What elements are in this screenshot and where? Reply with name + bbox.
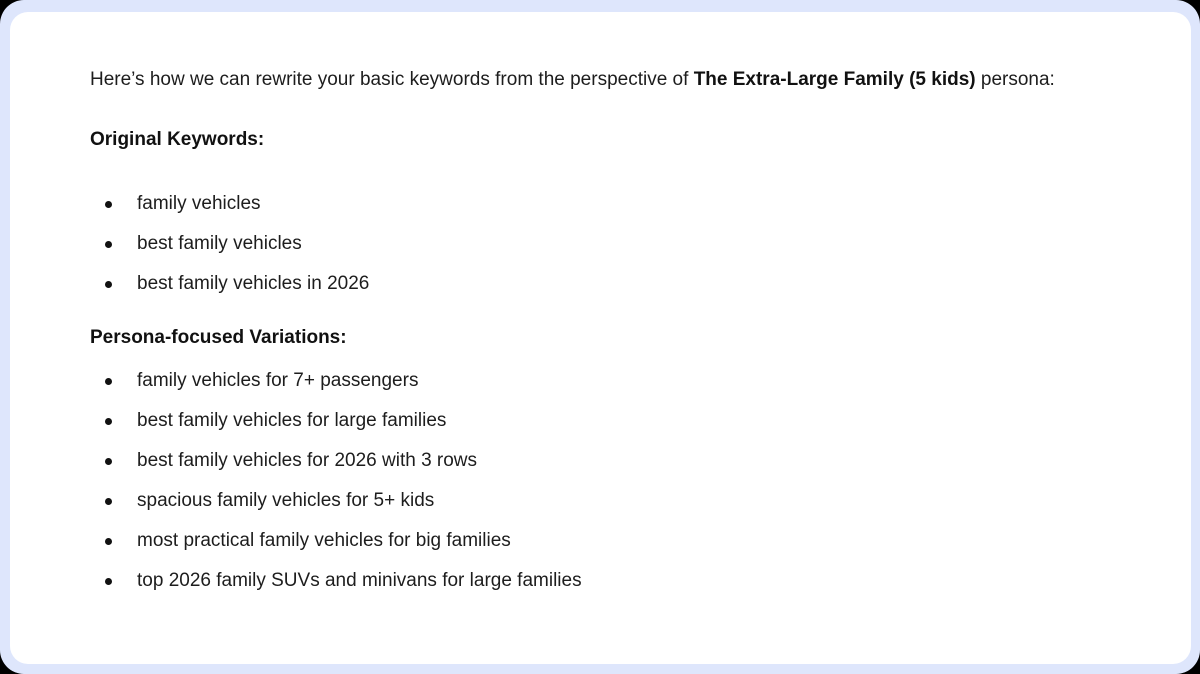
persona-variations-list	[90, 361, 1136, 601]
list-item-text: best family vehicles for 2026 with 3 rows	[137, 450, 478, 471]
intro-text-prefix: Here’s how we can rewrite your basic keywords from the perspective of	[90, 69, 694, 90]
list-item-text: family vehicles for 7+ passengers	[137, 370, 419, 391]
list-item	[90, 481, 1136, 521]
chat-response-card	[10, 12, 1191, 664]
list-item-text: best family vehicles for large families	[137, 410, 447, 431]
list-item	[90, 401, 1136, 441]
list-item	[90, 361, 1136, 401]
intro-text-suffix: persona:	[975, 69, 1055, 90]
original-keywords-list	[90, 184, 1136, 304]
list-item	[90, 521, 1136, 561]
list-item-text: most practical family vehicles for big families	[137, 530, 511, 551]
persona-name: The Extra-Large Family (5 kids)	[693, 69, 976, 90]
original-keywords-heading: Original Keywords:	[90, 129, 265, 150]
list-item-text: top 2026 family SUVs and minivans for large families	[137, 570, 582, 591]
list-item	[90, 441, 1136, 481]
list-item	[90, 561, 1136, 601]
list-item	[90, 264, 1136, 304]
list-item-text: spacious family vehicles for 5+ kids	[137, 490, 435, 511]
list-item	[90, 224, 1136, 264]
list-item-text: best family vehicles in 2026	[137, 273, 370, 294]
persona-variations-heading: Persona-focused Variations:	[90, 327, 347, 348]
list-item-text: best family vehicles	[137, 233, 302, 254]
list-item	[90, 184, 1136, 224]
list-item-text: family vehicles	[137, 193, 261, 214]
intro-paragraph	[90, 58, 1136, 101]
